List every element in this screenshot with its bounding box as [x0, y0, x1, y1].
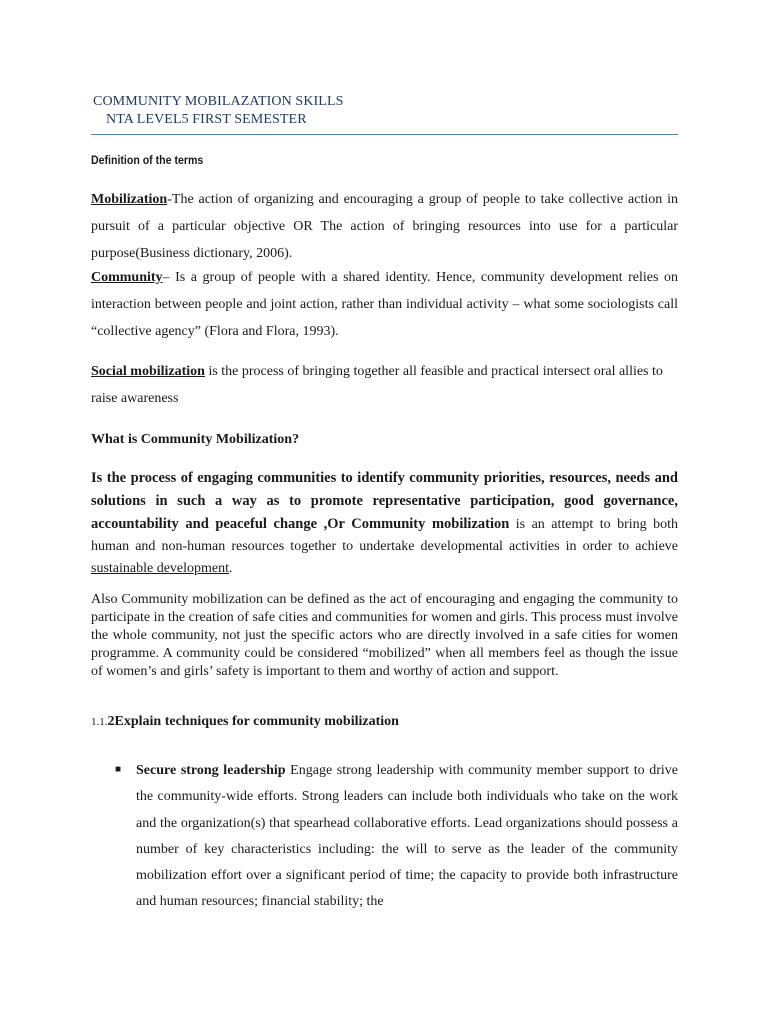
mobilization-definition [91, 186, 678, 267]
techniques-list [115, 758, 678, 916]
what-is-end: . [229, 561, 233, 576]
title-line-2: NTA LEVEL5 FIRST SEMESTER [106, 112, 307, 127]
section-title: 2Explain techniques for community mobilization [107, 714, 399, 729]
community-definition [91, 264, 678, 345]
what-is-paragraph [91, 467, 678, 580]
title-divider [91, 134, 678, 135]
social-mobilization-text: is the process of bringing together all feasible and practical intersect oral allies to raise awareness [91, 364, 663, 406]
document-title [93, 93, 343, 129]
section-heading [91, 714, 678, 730]
social-mobilization-definition [91, 358, 666, 412]
sustainable-development-link[interactable]: sustainable development [91, 561, 230, 576]
square-bullet-icon: ■ [115, 764, 122, 775]
mobilization-term: Mobilization [91, 192, 168, 207]
community-term: Community [91, 270, 163, 285]
what-is-bold-text: Is the process of engaging communities to identify community priorities, resources, needs and solutions in such a way as to promote representative participation, good governance, accountability and peaceful change ,Or Community mobilization [91, 470, 678, 532]
definitions-heading: Definition of the terms [91, 155, 204, 167]
what-is-text: is an attempt to bring both human and non-human resources together to undertake developmental activities in order to achieve [91, 517, 678, 554]
social-mobilization-term: Social mobilization [91, 364, 205, 379]
what-is-heading: What is Community Mobilization? [91, 432, 300, 447]
also-paragraph: Also Community mobilization can be defined as the act of encouraging and engaging the community to participate in the creation of safe cities and communities for women and girls. This process must involve the whole community, not just the specific actors who are directly involved in a safe cities for women programme. A community could be considered “mobilized” when all members feel as though the issue of women’s and girls’ safety is important to them and worthy of action and support. [91, 592, 678, 679]
title-line-1: COMMUNITY MOBILAZATION SKILLS [93, 94, 344, 109]
community-text: – Is a group of people with a shared identity. Hence, community development relies on interaction between people and joint action, rather than individual activity – what some sociologists call “collective agency” (Flora and Flora, 1993). [91, 270, 678, 339]
list-item [115, 758, 678, 916]
bullet-text [136, 758, 678, 916]
bullet-lead: Secure strong leadership [136, 763, 286, 778]
bullet-body: Engage strong leadership with community member support to drive the community-wide efforts. Strong leaders can include both individuals who take on the work and the organization(s) that spearhead collaborative efforts. Lead organizations should possess a number of key characteristics including: the will to serve as the leader of the community mobilization effort over a significant period of time; the capacity to provide both infrastructure and human resources; financial stability; the [136, 763, 678, 910]
mobilization-text: -The action of organizing and encouraging a group of people to take collective action in pursuit of a particular objective OR The action of bringing resources into use for a particular purpose(Business dictionary, 2006). [91, 192, 678, 261]
section-number: 1.1. [91, 716, 108, 728]
